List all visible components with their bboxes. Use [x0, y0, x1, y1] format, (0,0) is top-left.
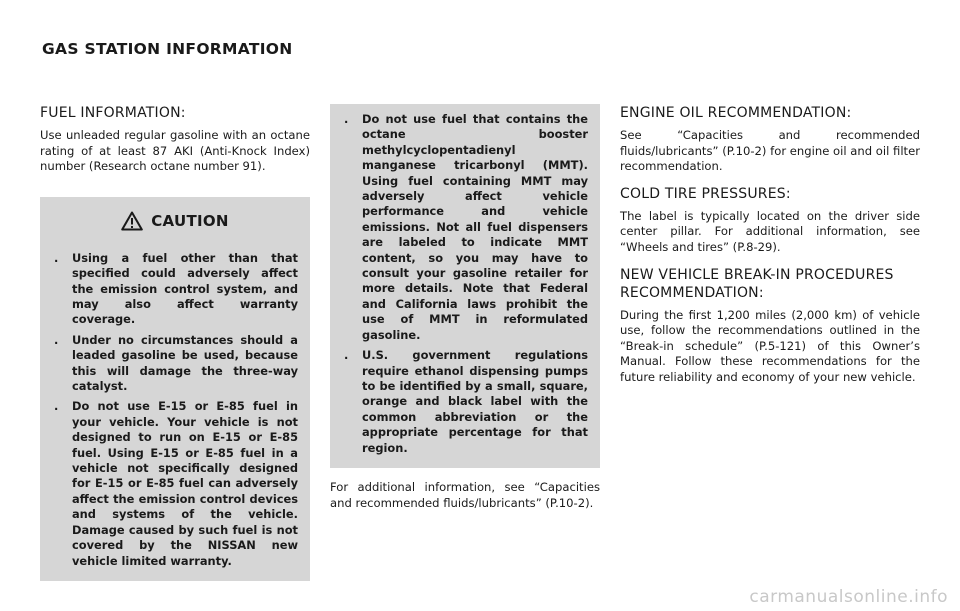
- break-in-section: [620, 266, 920, 386]
- warning-triangle-icon: [121, 211, 143, 231]
- caution-box: [40, 197, 310, 581]
- engine-oil-heading: ENGINE OIL RECOMMENDATION:: [620, 105, 852, 121]
- break-in-heading: NEW VEHICLE BREAK-IN PROCEDURES RECOMMENDATION:: [620, 266, 894, 301]
- fuel-info-body: Use unleaded regular gasoline with an octane rating of at least 87 AKI (Anti-Knock Index) number (Research octane number 91).: [40, 128, 310, 174]
- bullet-symbol: .: [344, 112, 349, 126]
- bullet-symbol: .: [54, 250, 59, 265]
- caution-box-continued: [330, 104, 600, 468]
- bullet-symbol: .: [344, 348, 349, 363]
- caution-list-left: [52, 251, 298, 569]
- caution-item-text: Using a fuel other than that specified could adversely affect the emission control system, and may also affect warranty coverage.: [72, 250, 298, 327]
- fuel-info-heading: FUEL INFORMATION:: [40, 105, 186, 121]
- break-in-body: During the first 1,200 miles (2,000 km) of vehicle use, follow the recommendations outlined in the “Break-in schedule” (P.5-121) of this Owner’s Manual. Follow these recommendations for the future reliability and economy of your new vehicle.: [620, 307, 920, 384]
- column-left: [40, 104, 310, 581]
- caution-list-middle: [342, 112, 588, 456]
- caution-title: CAUTION: [151, 211, 229, 230]
- bullet-symbol: .: [54, 332, 59, 347]
- column-middle: [330, 104, 600, 511]
- engine-oil-body: See “Capacities and recommended fluids/lubricants” (P.10-2) for engine oil and oil filter recommendation.: [620, 128, 920, 174]
- tire-pressure-body: The label is typically located on the driver side center pillar. For additional information, see “Wheels and tires” (P.8-29).: [620, 208, 920, 254]
- page-title: GAS STATION INFORMATION: [42, 40, 293, 58]
- caution-item: [52, 399, 298, 568]
- caution-item-text: Under no circumstances should a leaded gasoline be used, because this will damage the three-way catalyst.: [72, 332, 298, 394]
- caution-item-text: U.S. government regulations require ethanol dispensing pumps to be identified by a small, square, orange and black label with the common abbreviation or the appropriate percentage for that region.: [362, 348, 588, 455]
- bullet-symbol: .: [54, 399, 59, 414]
- caution-item: [342, 112, 588, 343]
- engine-oil-section: [620, 104, 920, 175]
- caution-header: [52, 211, 298, 231]
- tire-pressure-section: [620, 185, 920, 256]
- caution-item: [342, 348, 588, 456]
- tire-pressure-heading: COLD TIRE PRESSURES:: [620, 185, 791, 202]
- caution-item: [52, 251, 298, 328]
- caution-item-text: Do not use E-15 or E-85 fuel in your vehicle. Your vehicle is not designed to run on E-15 or E-85 fuel. Using E-15 or E-85 fuel in a vehicle not specifically designed for E-15 or E-85 fuel can adversely affect the emission control devices and systems of the vehicle. Damage caused by such fuel is not covered by the NISSAN new vehicle limited warranty.: [72, 399, 298, 568]
- caution-item-text: Do not use fuel that contains the octane booster methylcyclopentadienyl manganese tricarbonyl (MMT). Using fuel containing MMT may adversely affect vehicle performance and vehicle emissions. Not all fuel dispensers are labeled to indicate MMT content, so you may have to consult your gasoline retailer for more details. Note that Federal and California laws prohibit the use of MMT in reformulated gasoline.: [362, 112, 588, 342]
- column-right: [620, 104, 920, 396]
- additional-info: For additional information, see “Capacities and recommended fluids/lubricants” (P.10-2).: [330, 479, 600, 510]
- caution-item: [52, 333, 298, 395]
- watermark: carmanualsonline.info: [749, 587, 948, 607]
